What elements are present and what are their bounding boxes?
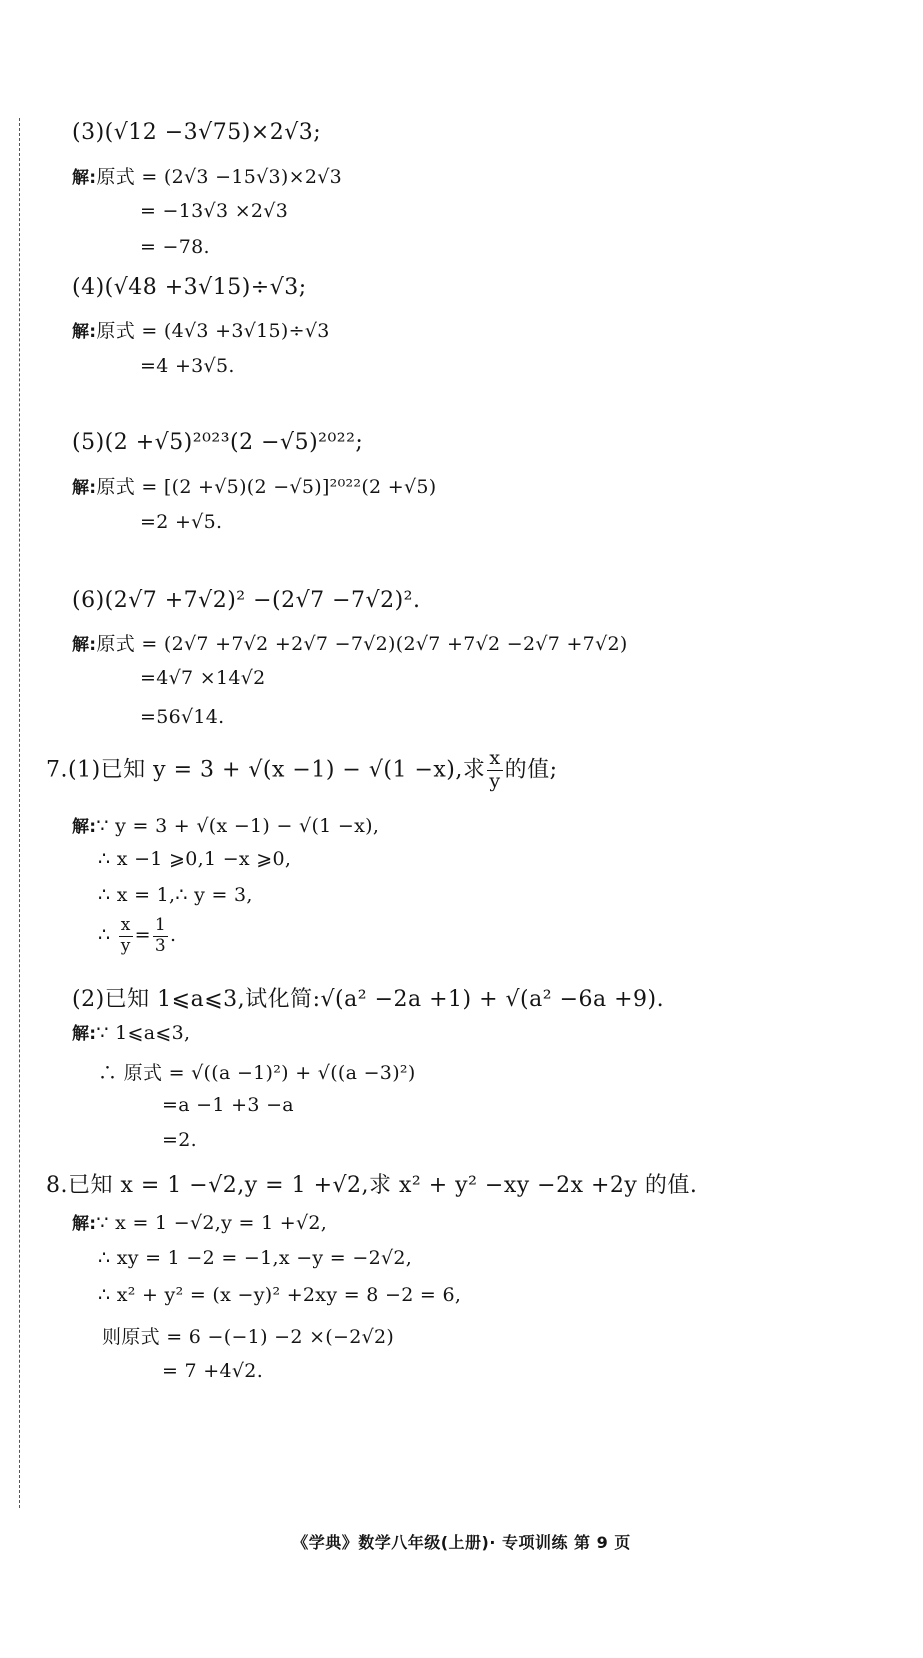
solution-label: 解: bbox=[72, 817, 97, 837]
problem-7-2-solution-line-3: =a −1 +3 −a bbox=[162, 1094, 294, 1116]
fraction-x-over-y: $\frac{x}{y}$ bbox=[120, 915, 131, 956]
problem-8-solution-line-2: ∴ xy = 1 −2 = −1,x −y = −2√2, bbox=[98, 1247, 413, 1269]
problem-8-solution-line-5: = 7 +4√2. bbox=[162, 1360, 264, 1382]
problem-6-solution-line-1: 解:原式 = (2√7 +7√2 +2√7 −7√2)(2√7 +7√2 −2√7 +7√2) bbox=[72, 633, 628, 655]
problem-7-1-solution-line-2: ∴ x −1 ⩾0,1 −x ⩾0, bbox=[98, 848, 292, 870]
problem-8-solution-line-3: ∴ x² + y² = (x −y)² +2xy = 8 −2 = 6, bbox=[98, 1284, 462, 1306]
solution-label: 解: bbox=[72, 322, 97, 342]
problem-7-2-solution-line-4: =2. bbox=[162, 1129, 197, 1151]
problem-6-solution-line-2: =4√7 ×14√2 bbox=[140, 667, 266, 689]
solution-label: 解: bbox=[72, 635, 97, 655]
problem-6-solution-line-3: =56√14. bbox=[140, 706, 225, 728]
solution-label: 解: bbox=[72, 1024, 97, 1044]
problem-8-solution-line-4: 则原式 = 6 −(−1) −2 ×(−2√2) bbox=[102, 1326, 395, 1348]
problem-7-1-solution-line-1: 解:∵ y = 3 + √(x −1) − √(1 −x), bbox=[72, 815, 380, 837]
problem-7-2-solution-line-1: 解:∵ 1⩽a⩽3, bbox=[72, 1022, 191, 1044]
problem-5-solution-line-1: 解:原式 = [(2 +√5)(2 −√5)]²⁰²²(2 +√5) bbox=[72, 476, 437, 498]
problem-7-1-solution-line-3: ∴ x = 1,∴ y = 3, bbox=[98, 884, 253, 906]
page-footer: 《学典》数学八年级(上册)· 专项训练 第 9 页 bbox=[292, 1533, 631, 1552]
problem-7-1-solution-line-4: ∴ $\frac{x}{y}$ = $\frac{1}{3}$ . bbox=[98, 915, 177, 956]
solution-label: 解: bbox=[72, 168, 97, 188]
problem-3-solution-line-2: = −13√3 ×2√3 bbox=[140, 200, 289, 222]
problem-5-question: (5)(2 +√5)²⁰²³(2 −√5)²⁰²²; bbox=[72, 430, 364, 455]
problem-3-solution-line-1: 解:原式 = (2√3 −15√3)×2√3 bbox=[72, 166, 343, 188]
problem-7-1-question: 7.(1)已知 y = 3 + √(x −1) − √(1 −x),求 $\frac{x}{y}$ 的值; bbox=[46, 747, 558, 792]
solution-label: 解: bbox=[72, 478, 97, 498]
problem-5-solution-line-2: =2 +√5. bbox=[140, 511, 223, 533]
fraction-x-over-y: $\frac{x}{y}$ bbox=[489, 747, 501, 792]
problem-4-question: (4)(√48 +3√15)÷√3; bbox=[72, 275, 307, 300]
problem-3-solution-line-3: = −78. bbox=[140, 236, 210, 258]
binding-dashed-line bbox=[19, 118, 20, 1508]
problem-4-solution-line-1: 解:原式 = (4√3 +3√15)÷√3 bbox=[72, 320, 330, 342]
problem-7-2-solution-line-2: ∴ 原式 = √((a −1)²) + √((a −3)²) bbox=[98, 1062, 416, 1084]
problem-3-question: (3)(√12 −3√75)×2√3; bbox=[72, 120, 322, 145]
problem-7-2-question: (2)已知 1⩽a⩽3,试化简:√(a² −2a +1) + √(a² −6a +9). bbox=[72, 987, 665, 1012]
solution-label: 解: bbox=[72, 1214, 97, 1234]
problem-4-solution-line-2: =4 +3√5. bbox=[140, 355, 235, 377]
problem-8-question: 8.已知 x = 1 −√2,y = 1 +√2,求 x² + y² −xy −2x +2y 的值. bbox=[46, 1173, 698, 1198]
fraction-one-third: $\frac{1}{3}$ bbox=[154, 915, 166, 956]
problem-8-solution-line-1: 解:∵ x = 1 −√2,y = 1 +√2, bbox=[72, 1212, 328, 1234]
problem-6-question: (6)(2√7 +7√2)² −(2√7 −7√2)². bbox=[72, 588, 421, 613]
